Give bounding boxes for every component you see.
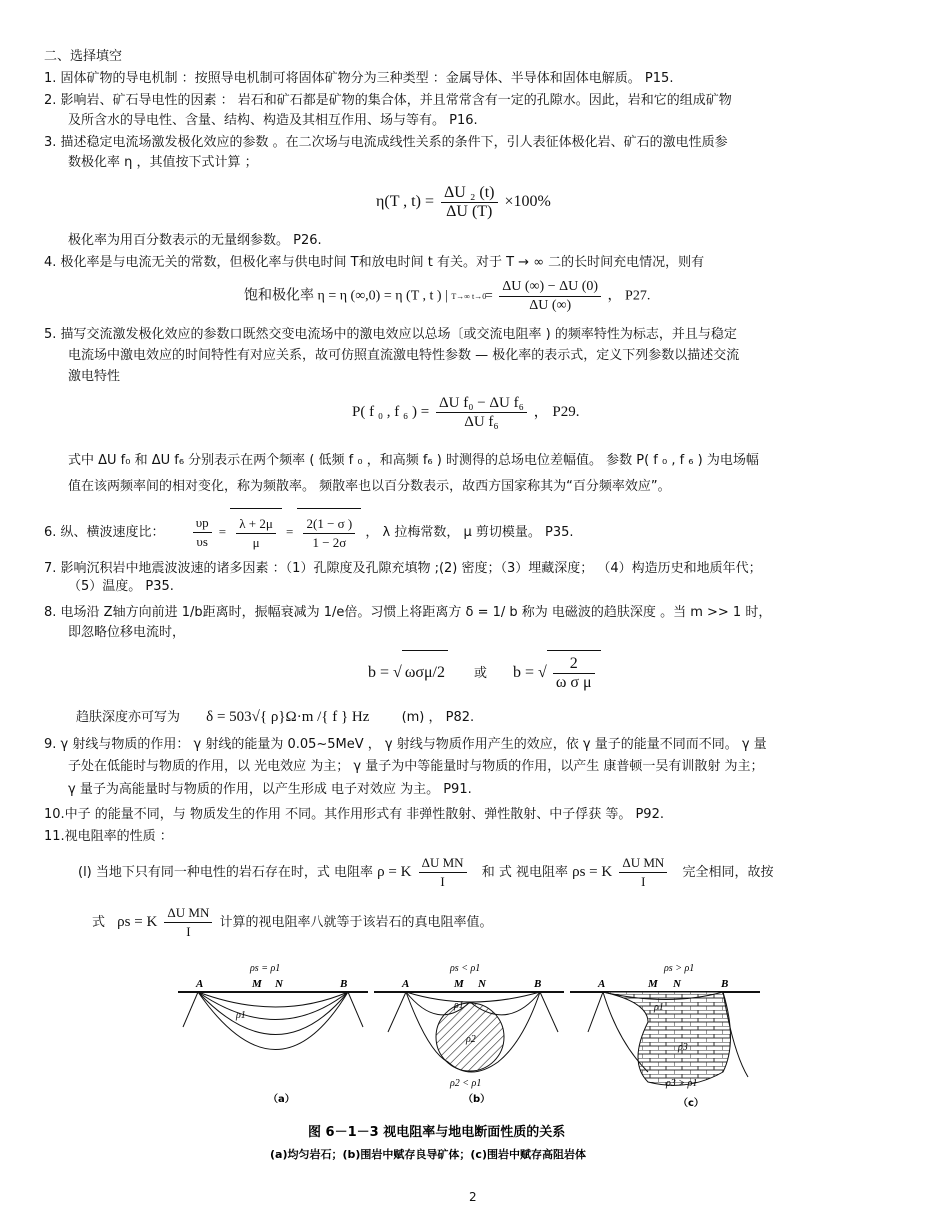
q11-rho-numerator: ΔU MN [419,854,467,873]
figure-diagram [178,962,760,1162]
q11-item-1 [78,852,773,893]
panel-a-electrode-n: N [275,978,283,990]
formula-2-limit: T→∞ t→0 [451,291,487,301]
figure-caption: 图 6－1－3 视电阻率与地电断面性质的关系 [308,1125,566,1140]
q8-prefix: 趋肤深度亦可写为 [76,710,181,725]
figure-apparent-resistivity [178,962,760,1162]
q3-line-2: 数极化率 η ，其值按下式计算 ； [68,155,258,170]
panel-b-electrode-b: B [534,978,542,990]
q8-line-2: 即忽略位移电流时， [68,625,186,640]
formula-3-denominator: ΔU f₆ [464,414,499,430]
panel-b-electrode-m: M [454,978,464,990]
q8-line-3 [76,708,474,727]
panel-c-body-label: ρ3 [678,1042,688,1053]
q1-text: 1. 固体矿物的导电机制 ：按照导电机制可将固体矿物分为三种类型 ：金属导体、半导体和固体电解质。 P15. [44,71,674,86]
q11-rho-formula: ρ = K [377,864,412,880]
page-number: 2 [469,1190,477,1204]
q7-line-1: 7. 影响沉积岩中地震波波速的诸多因素 ：（1）孔隙度及孔隙充填物 ;(2) 密度；（3）埋藏深度； （4）构造历史和地质年代； [44,561,762,576]
q9-line-2: 子处在低能时与物质的作用，以 光电效应 为主； γ 量子为中等能量时与物质的作用，以产生 康普顿一吴有训散射 为主； [68,759,764,774]
panel-c [570,992,760,1085]
formula-1-left: η(T , t) = [376,193,434,211]
formula-1-right: ×100% [504,193,551,211]
panel-b [374,992,564,1072]
formula-polarizability [376,184,551,221]
q11-rhos-numerator: ΔU MN [619,854,667,873]
panel-a-top-label: ρs = ρ1 [250,963,281,974]
panel-a [178,992,368,1050]
formula-4a-left: b = [368,664,390,681]
panel-b-electrode-a: A [402,978,410,990]
formula-1-denominator: ΔU (T) [446,203,493,220]
panel-a-electrode-m: M [252,978,262,990]
panel-a-rho-label: ρ1 [236,1010,246,1021]
q5-line-2: 电流场中激电效应的时间特性有对应关系，故可仿照直流激电特性参数 — 极化率的表示式，定义下列参数以描述交流 [68,348,740,363]
q11-cont-numerator: ΔU MN [164,904,212,923]
q6-wave-velocity-ratio: 6. 纵、横波速度比： $\frac{\upsilon p}{\upsilon s}$ = $\frac{\lambda + 2\mu}{\mu}$ = $\frac{2(1 - \sigma )}{1 - 2\sigma}$ ， λ 拉梅常数， μ 剪切模量。 P35. [44,508,574,556]
panel-a-label: （a） [268,1094,295,1105]
formula-3-numerator: ΔU f₀ − ΔU f₆ [436,394,527,413]
formula-2-numerator: ΔU (∞) − ΔU (0) [499,278,601,297]
formula-4b-numerator: 2 [553,655,595,674]
formula-4b-denominator: ω σ μ [555,673,592,691]
q8-suffix: (m) ， P82. [401,710,475,725]
formula-3-left: P( f ₀ , f ₆ ) = [352,403,430,420]
q10-text: 10.中子 的能量不同，与 物质发生的作用 不同。其作用形式有 非弹性散射、弹性散射、中子俘获 等。 P92. [44,807,664,822]
panel-b-body-label: ρ2 [466,1034,476,1045]
formula-saturation-polarizability: 饱和极化率 η = η (∞,0) = η (T , t ) | T→∞ t→0 = $\frac{\Delta U (\infty) - \Delta U (0)}{\Delta U (\infty)}$ ， P27. [244,279,651,313]
q11-item-1-suffix: 完全相同，故按 [682,865,774,880]
formula-2-left: 饱和极化率 η = η (∞,0) = η (T , t ) | [244,288,448,304]
panel-b-bottom-label: ρ2 < ρ1 [450,1078,482,1089]
figure-subcaption: (a)均匀岩石；(b)围岩中赋存良导矿体；(c)围岩中赋存高阻岩体 [270,1148,586,1161]
q2-line-1: 2. 影响岩、矿石导电性的因素 ： 岩石和矿石都是矿物的集合体，并且常常含有一定的孔隙水。因此，岩和它的组成矿物 [44,93,732,108]
q6-vs: υs [196,534,208,549]
panel-c-electrode-b: B [721,978,729,990]
q5-line-5: 值在该两频率间的相对变化，称为频散率。 频散率也以百分数表示，故西方国家称其为“百分频率效应”。 [68,479,671,494]
panel-b-electrode-n: N [478,978,486,990]
q5-line-3: 激电特性 [68,369,121,384]
q3-line-1: 3. 描述稳定电流场激发极化效应的参数 。在二次场与电流成线性关系的条件下，引人表征体极化岩、矿石的激电性质参 [44,135,728,150]
q6-suffix: ， λ 拉梅常数， μ 剪切模量。 P35. [365,525,574,540]
panel-c-top-label: ρs > ρ1 [664,963,695,974]
q8-line-1: 8. 电场沿 Z轴方向前进 1/b距离时，振幅衰减为 1/e倍。习惯上将距离方 δ = 1/ b 称为 电磁波的趋肤深度 。当 m >> 1 时， [44,605,772,620]
panel-b-top-label: ρs < ρ1 [450,963,481,974]
q7-line-2: （5）温度。 P35. [68,579,174,594]
panel-b-label: （b） [463,1094,491,1105]
panel-c-label: （c） [678,1098,704,1109]
q3-line-3: 极化率为用百分数表示的无量纲参数。 P26. [68,233,322,248]
formula-skin-depth: b = √ ωσμ/2 或 b = √ $\frac{2}{\text{ω σ μ}}$ [368,650,601,696]
q6-lame-denominator: μ [252,534,260,550]
q6-lame-numerator: λ + 2μ [236,515,276,534]
formula-1-numerator: ΔU ₂ (t) [441,184,498,203]
panel-c-bottom-label: ρ3 > ρ1 [666,1078,698,1089]
formula-2-denominator: ΔU (∞) [529,298,572,313]
panel-c-electrode-n: N [673,978,681,990]
q6-poisson-numerator: 2(1 − σ ) [303,515,355,534]
q6-vp: υp [193,514,212,533]
q8-formula: δ = 503√{ ρ}Ω·m /{ f } Hz [206,709,370,725]
section-title: 二、选择填空 [44,49,123,64]
panel-a-electrode-b: B [340,978,348,990]
q11-title: 11.视电阻率的性质 ： [44,829,173,844]
formula-3-right: ， P29. [533,403,580,420]
q11-cont-prefix: 式 [92,915,106,930]
q11-item-1-middle: 和 式 视电阻率 [481,865,568,880]
q11-cont-denominator: I [186,924,191,939]
formula-4a-root: ωσμ/2 [402,650,448,695]
q11-rhos-formula: ρs = K [572,864,613,880]
panel-c-rho-label: ρ1 [654,1002,664,1013]
panel-a-electrode-a: A [196,978,204,990]
q4-line-1: 4. 极化率是与电流无关的常数，但极化率与供电时间 T和放电时间 t 有关。对于 T → ∞ 二的长时间充电情况，则有 [44,255,705,270]
q11-item-1-cont [92,902,493,943]
panel-c-electrode-m: M [648,978,658,990]
panel-c-electrode-a: A [598,978,606,990]
formula-2-right: ， P27. [607,288,651,304]
q6-poisson-denominator: 1 − 2σ [312,534,347,550]
panel-b-rho-label: ρ1 [454,1000,464,1011]
formula-frequency-dispersion [352,394,579,431]
q5-line-1: 5. 描写交流激发极化效应的参数口既然交变电流场中的激电效应以总场〔或交流电阻率 ) 的频率特性为标志，并且与稳定 [44,327,737,342]
q6-prefix: 6. 纵、横波速度比： [44,525,165,540]
formula-4-or: 或 [474,666,488,681]
q11-cont-formula: ρs = K [117,914,158,930]
q2-line-2: 及所含水的导电性、含量、结构、构造及其相互作用、场与等有。 P16. [68,113,478,128]
q5-line-4: 式中 ΔU f₀ 和 ΔU f₆ 分别表示在两个频率 ( 低频 f ₀ ，和高频 f₆ ) 时测得的总场电位差幅值。 参数 P( f ₀ , f ₆ ) 为电场幅 [68,453,759,468]
q11-rhos-denominator: I [641,874,646,889]
q11-cont-suffix: 计算的视电阻率八就等于该岩石的真电阻率值。 [219,915,493,930]
q11-rho-denominator: I [440,874,445,889]
q9-line-1: 9. γ 射线与物质的作用： γ 射线的能量为 0.05~5MeV ， γ 射线与物质作用产生的效应，依 γ 量子的能量不同而不同。 γ 量 [44,737,767,752]
q9-line-3: γ 量子为高能量时与物质的作用，以产生形成 电子对效应 为主。 P91. [68,782,472,797]
q11-item-1-prefix: (l) 当地下只有同一种电性的岩石存在时，式 电阻率 [78,865,374,880]
formula-4b-left: b = [513,664,535,681]
